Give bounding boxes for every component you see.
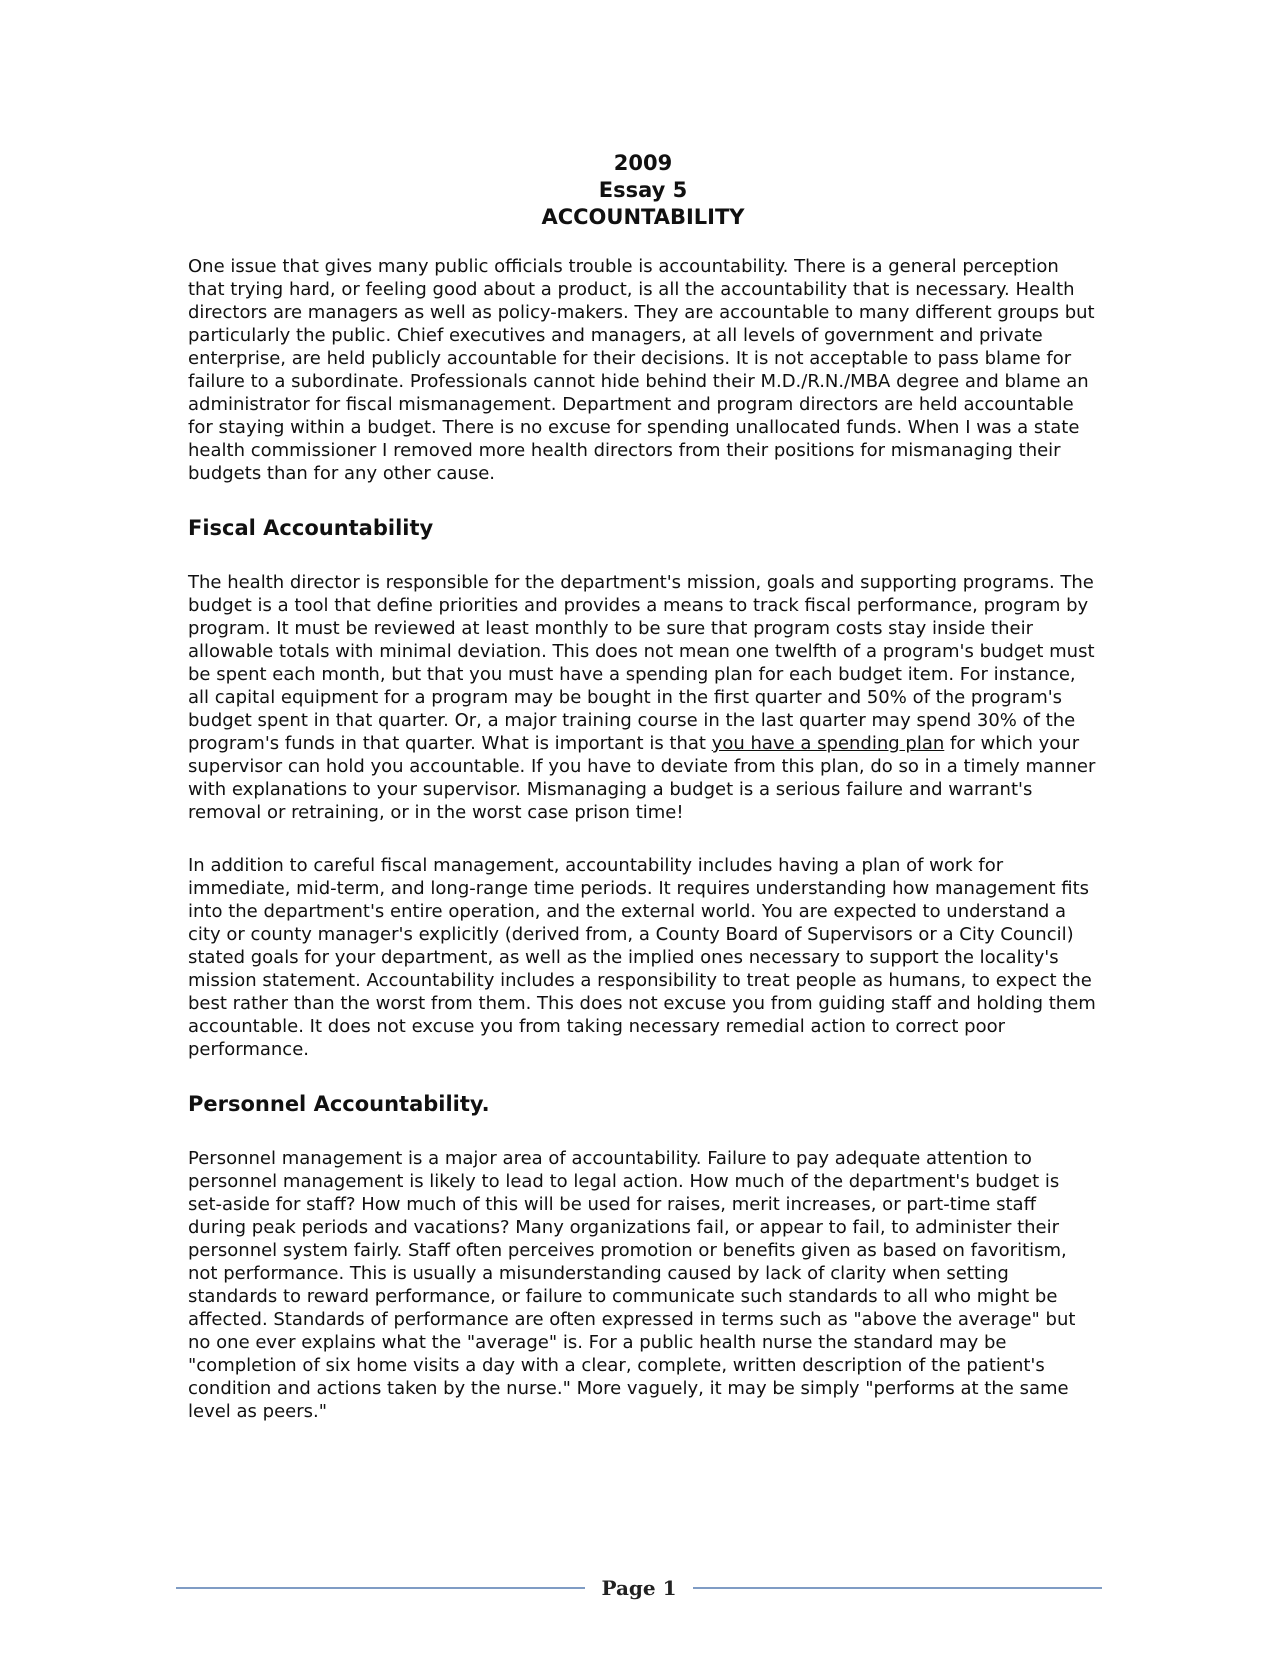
document-year: 2009 bbox=[613, 151, 673, 175]
fiscal-paragraph-2: In addition to careful fiscal management, accountability includes having a plan of work for immediate, mid-term, and long-range time periods. It requires understanding how management fits into the department's entire operation, and the external world. You are expected to understand a city or county manager's explicitly (derived from, a County Board of Supervisors or a City Council) stated goals for your department, as well as the implied ones necessary to support the locality's mission statement. Accountability includes a responsibility to treat people as humans, to expect the best rather than the worst from them. This does not excuse you from guiding staff and holding them accountable. It does not excuse you from taking necessary remedial action to correct poor performance. bbox=[188, 855, 1096, 1060]
page-footer bbox=[176, 1568, 1102, 1608]
essay-title: ACCOUNTABILITY bbox=[541, 205, 745, 229]
footer-rule-left bbox=[176, 1587, 585, 1589]
title-block bbox=[188, 150, 1098, 231]
essay-number: Essay 5 bbox=[598, 178, 688, 202]
spending-plan-underlined: you have a spending plan bbox=[711, 733, 945, 754]
fiscal-p1-text-b: for which your supervisor can hold you accountable. If you have to deviate from this plan, do so in a timely manner with explanations to your supervisor. Mismanaging a budget is a serious failure and warrant's removal or retraining, or in the worst case prison time! bbox=[188, 733, 1096, 823]
personnel-paragraph-1: Personnel management is a major area of accountability. Failure to pay adequate attention to personnel management is likely to lead to legal action. How much of the department's budget is set-aside for staff? How much of this will be used for raises, merit increases, or part-time staff during peak periods and vacations? Many organizations fail, or appear to fail, to administer their personnel system fairly. Staff often perceives promotion or benefits given as based on favoritism, not performance. This is usually a misunderstanding caused by lack of clarity when setting standards to reward performance, or failure to communicate such standards to all who might be affected. Standards of performance are often expressed in terms such as "above the average" but no one ever explains what the "average" is. For a public health nurse the standard may be "completion of six home visits a day with a clear, complete, written description of the patient's condition and actions taken by the nurse." More vaguely, it may be simply "performs at the same level as peers." bbox=[188, 1148, 1076, 1422]
document-page bbox=[188, 150, 1098, 1453]
footer-rule-right bbox=[693, 1587, 1102, 1589]
fiscal-accountability-heading: Fiscal Accountability bbox=[188, 516, 434, 540]
intro-paragraph: One issue that gives many public officials trouble is accountability. There is a general perception that trying hard, or feeling good about a product, is all the accountability that is necessary. Health directors are managers as well as policy-makers. They are accountable to many different groups but particularly the public. Chief executives and managers, at all levels of government and private enterprise, are held publicly accountable for their decisions. It is not acceptable to pass blame for failure to a subordinate. Professionals cannot hide behind their M.D./R.N./MBA degree and blame an administrator for fiscal mismanagement. Department and program directors are held accountable for staying within a budget. There is no excuse for spending unallocated funds. When I was a state health commissioner I removed more health directors from their positions for mismanaging their budgets than for any other cause. bbox=[188, 256, 1095, 484]
fiscal-paragraph-1 bbox=[188, 571, 1098, 824]
fiscal-p1-text-a: The health director is responsible for the department's mission, goals and supporting programs. The budget is a tool that define priorities and provides a means to track fiscal performance, program by program. It must be reviewed at least monthly to be sure that program costs stay inside their allowable totals with minimal deviation. This does not mean one twelfth of a program's budget must be spent each month, but that you must have a spending plan for each budget item. For instance, all capital equipment for a program may be bought in the first quarter and 50% of the program's budget spent in that quarter. Or, a major training course in the last quarter may spend 30% of the program's funds in that quarter. What is important is that bbox=[188, 572, 1095, 754]
page-number: Page 1 bbox=[601, 1576, 677, 1600]
personnel-accountability-heading: Personnel Accountability. bbox=[188, 1092, 490, 1116]
